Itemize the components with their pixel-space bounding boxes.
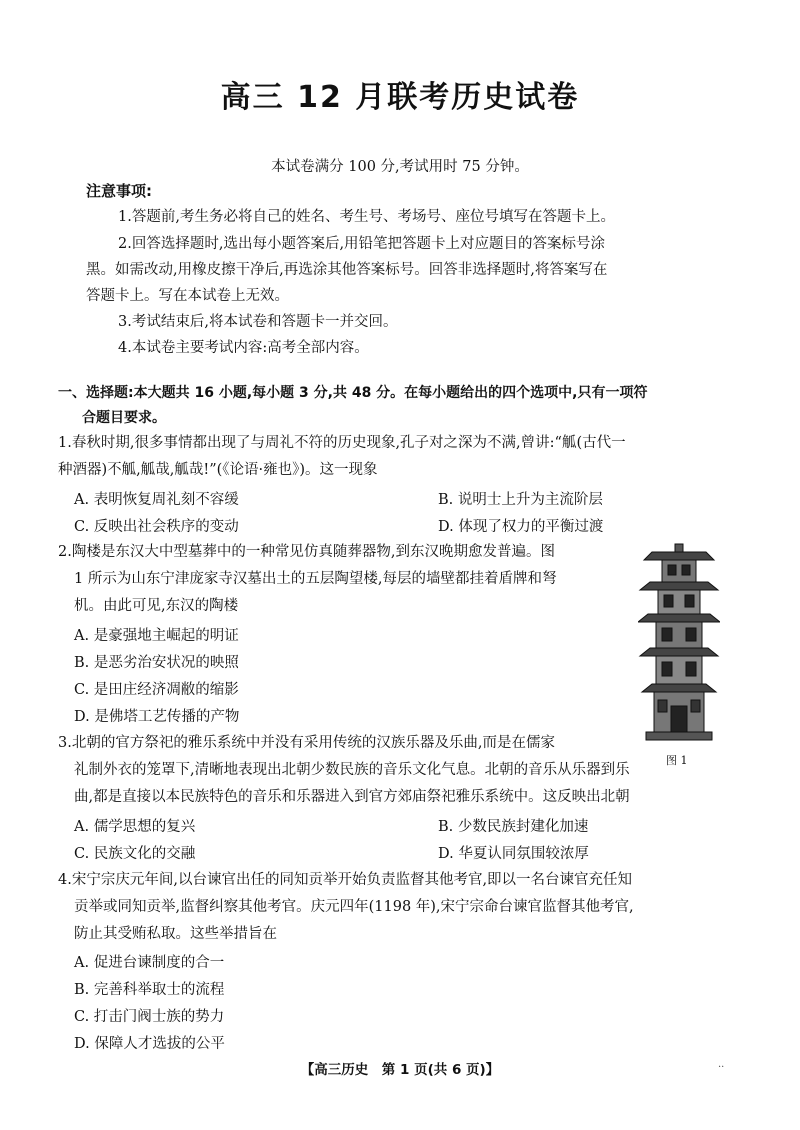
question-stem-line: 4.宋宁宗庆元年间,以台谏官出任的同知贡举开始负责监督其他考官,即以一名台谏官充任知 xyxy=(58,872,633,888)
footer-mark: ·· xyxy=(718,1062,725,1073)
figure-caption: 图 1 xyxy=(666,754,688,767)
question-stem-line: 1.春秋时期,很多事情都出现了与周礼不符的历史现象,孔子对之深为不满,曾讲:“觚(古代一 xyxy=(58,435,626,451)
question-stem-line: 2.陶楼是东汉大中型墓葬中的一种常见仿真随葬器物,到东汉晚期愈发普遍。图 xyxy=(58,544,555,560)
option-b: B. 少数民族封建化加速 xyxy=(438,819,589,835)
option-b: B. 说明士上升为主流阶层 xyxy=(438,492,603,508)
notice-line: 4.本试卷主要考试内容:高考全部内容。 xyxy=(118,340,369,356)
notice-line: 1.答题前,考生务必将自己的姓名、考生号、考场号、座位号填写在答题卡上。 xyxy=(118,209,615,225)
question-stem-line: 种酒器)不觚,觚哉,觚哉!”(《论语·雍也》)。这一现象 xyxy=(58,462,378,478)
section-heading: 一、选择题:本大题共 16 小题,每小题 3 分,共 48 分。在每小题给出的四个选项中,只有一项符 xyxy=(58,385,648,401)
option-a: A. 表明恢复周礼刻不容缓 xyxy=(74,492,239,508)
page-footer: 【高三历史 第 1 页(共 6 页)】 xyxy=(300,1062,500,1078)
option-a: A. 是豪强地主崛起的明证 xyxy=(74,628,239,644)
option-d: D. 华夏认同氛围较浓厚 xyxy=(438,846,589,862)
exam-info: 本试卷满分 100 分,考试用时 75 分钟。 xyxy=(271,159,529,175)
option-c: C. 反映出社会秩序的变动 xyxy=(74,519,239,535)
notice-line: 3.考试结束后,将本试卷和答题卡一并交回。 xyxy=(118,314,398,330)
option-c: C. 打击门阀士族的势力 xyxy=(74,1009,225,1025)
pottery-tower-figure xyxy=(638,542,720,742)
notice-line: 2.回答选择题时,选出每小题答案后,用铅笔把答题卡上对应题目的答案标号涂 xyxy=(118,236,606,252)
option-c: C. 是田庄经济凋敝的缩影 xyxy=(74,682,239,698)
option-a: A. 促进台谏制度的合一 xyxy=(74,955,225,971)
section-heading-cont: 合题目要求。 xyxy=(82,410,166,426)
question-stem-line: 曲,都是直接以本民族特色的音乐和乐器进入到官方郊庙祭祀雅乐系统中。这反映出北朝 xyxy=(74,789,630,805)
option-a: A. 儒学思想的复兴 xyxy=(74,819,196,835)
option-c: C. 民族文化的交融 xyxy=(74,846,196,862)
option-d: D. 体现了权力的平衡过渡 xyxy=(438,519,604,535)
option-b: B. 是恶劣治安状况的映照 xyxy=(74,655,239,671)
question-stem-line: 1 所示为山东宁津庞家寺汉墓出土的五层陶望楼,每层的墙壁都挂着盾牌和弩 xyxy=(74,571,557,587)
question-stem-line: 3.北朝的官方祭祀的雅乐系统中并没有采用传统的汉族乐器及乐曲,而是在儒家 xyxy=(58,735,555,751)
option-b: B. 完善科举取士的流程 xyxy=(74,982,225,998)
question-stem-line: 贡举或同知贡举,监督纠察其他考官。庆元四年(1198 年),宋宁宗命台谏官监督其他考官, xyxy=(74,899,634,915)
page-title: 高三 12 月联考历史试卷 xyxy=(220,80,580,115)
question-stem-line: 礼制外衣的笼罩下,清晰地表现出北朝少数民族的音乐文化气息。北朝的音乐从乐器到乐 xyxy=(74,762,630,778)
question-stem-line: 防止其受贿私取。这些举措旨在 xyxy=(74,926,277,942)
notice-heading: 注意事项: xyxy=(86,182,152,200)
notice-line: 黑。如需改动,用橡皮擦干净后,再选涂其他答案标号。回答非选择题时,将答案写在 xyxy=(86,262,608,278)
notice-line: 答题卡上。写在本试卷上无效。 xyxy=(86,288,289,304)
question-stem-line: 机。由此可见,东汉的陶楼 xyxy=(74,598,239,614)
option-d: D. 是佛塔工艺传播的产物 xyxy=(74,709,240,725)
option-d: D. 保障人才选拔的公平 xyxy=(74,1036,225,1052)
